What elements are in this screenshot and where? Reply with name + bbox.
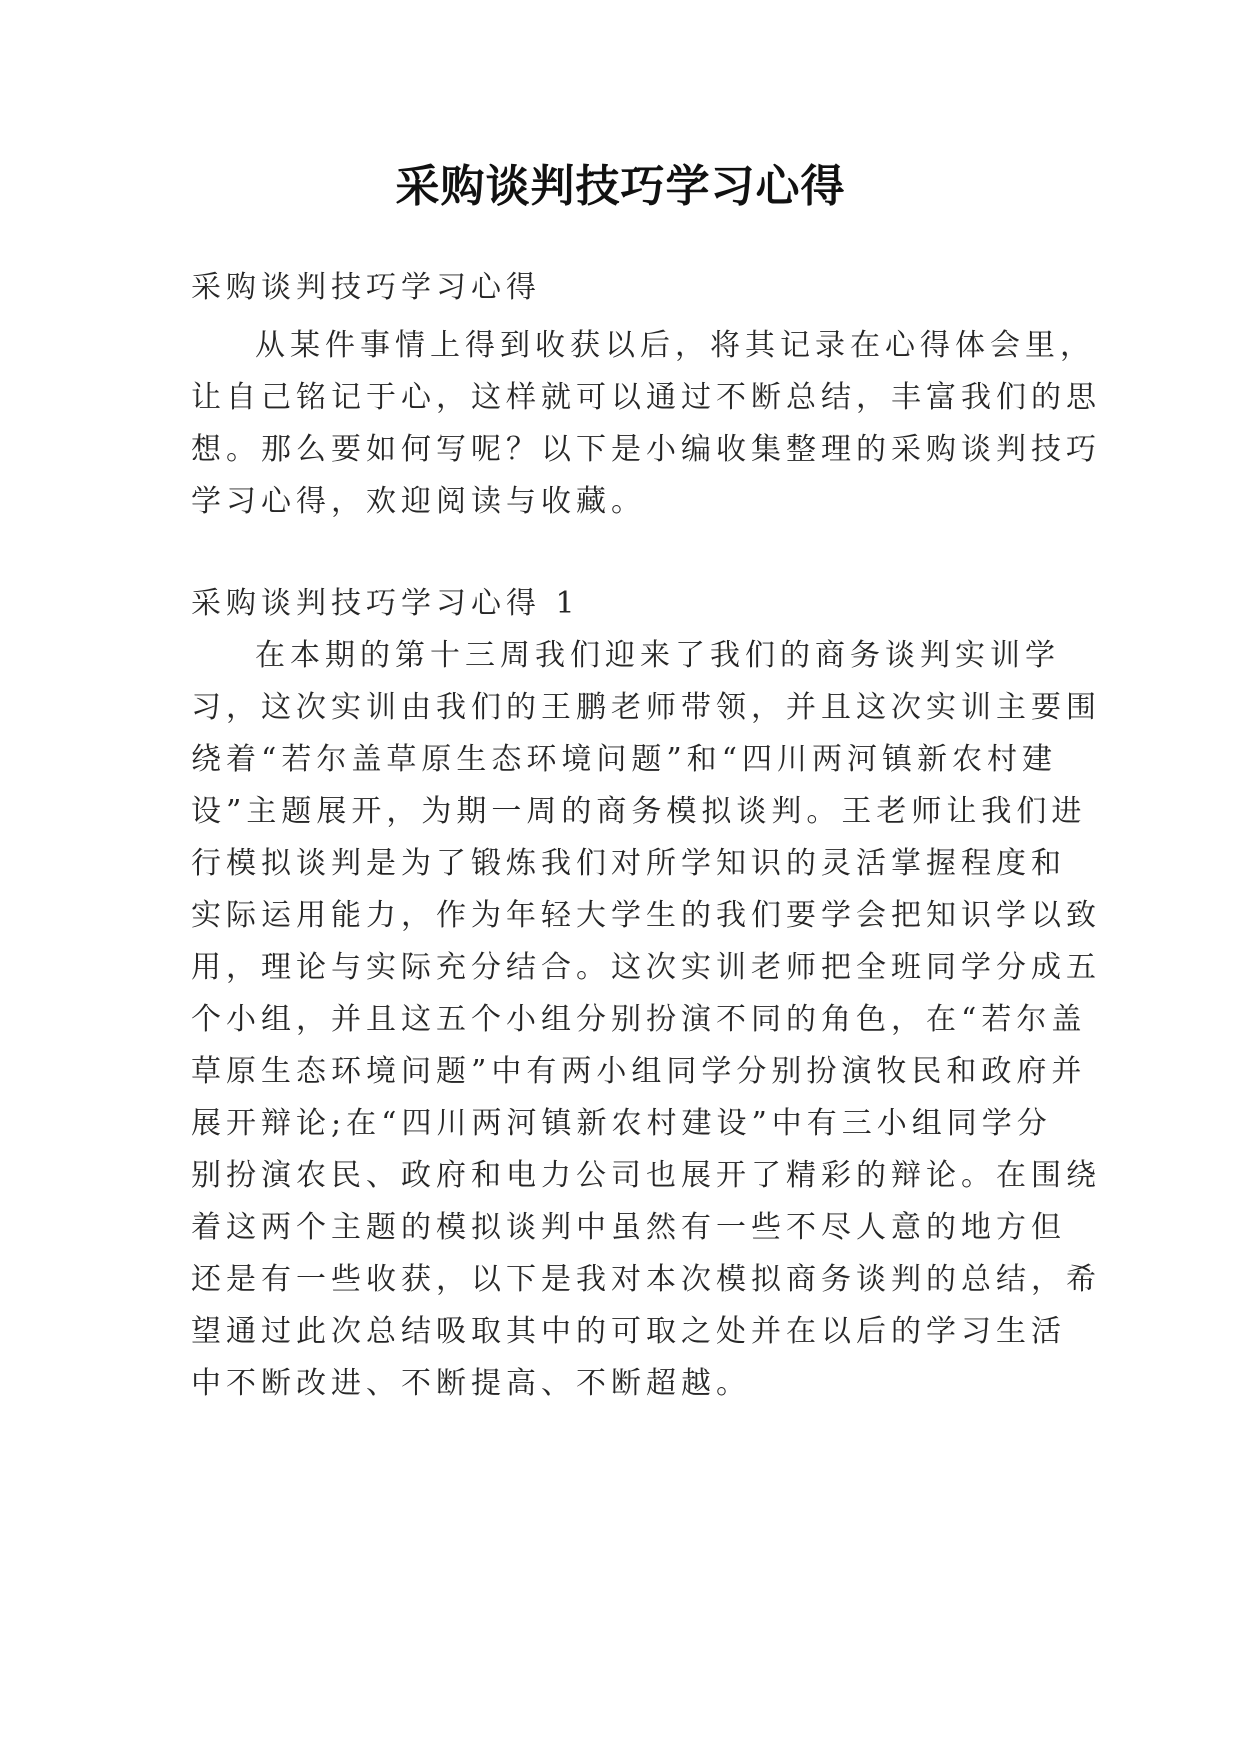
body-line: 还是有一些收获，以下是我对本次模拟商务谈判的总结，希 xyxy=(191,1262,1101,1297)
body-line: 习，这次实训由我们的王鹏老师带领，并且这次实训主要围 xyxy=(191,690,1101,725)
body-line: 用，理论与实际充分结合。这次实训老师把全班同学分成五 xyxy=(191,950,1101,985)
section-heading: 采购谈判技巧学习心得 1 xyxy=(191,586,580,621)
body-line: 展开辩论;在“四川两河镇新农村建设”中有三小组同学分 xyxy=(191,1106,1052,1141)
body-line: 望通过此次总结吸取其中的可取之处并在以后的学习生活 xyxy=(191,1314,1066,1349)
body-line: 实际运用能力，作为年轻大学生的我们要学会把知识学以致 xyxy=(191,898,1101,933)
body-line: 中不断改进、不断提高、不断超越。 xyxy=(191,1366,751,1401)
body-line: 别扮演农民、政府和电力公司也展开了精彩的辩论。在围绕 xyxy=(191,1158,1101,1193)
body-line: 行模拟谈判是为了锻炼我们对所学知识的灵活掌握程度和 xyxy=(191,846,1066,881)
body-line: 着这两个主题的模拟谈判中虽然有一些不尽人意的地方但 xyxy=(191,1210,1066,1245)
intro-line: 想。那么要如何写呢？以下是小编收集整理的采购谈判技巧 xyxy=(191,432,1101,467)
body-line: 个小组，并且这五个小组分别扮演不同的角色，在“若尔盖 xyxy=(191,1002,1087,1037)
body-line: 设”主题展开，为期一周的商务模拟谈判。王老师让我们进 xyxy=(191,794,1087,829)
intro-line: 从某件事情上得到收获以后，将其记录在心得体会里， xyxy=(255,328,1095,363)
body-line: 在本期的第十三周我们迎来了我们的商务谈判实训学 xyxy=(255,638,1060,673)
intro-line: 让自己铭记于心，这样就可以通过不断总结，丰富我们的思 xyxy=(191,380,1101,415)
section-heading: 采购谈判技巧学习心得 xyxy=(191,270,541,305)
body-line: 绕着“若尔盖草原生态环境问题”和“四川两河镇新农村建 xyxy=(191,742,1058,777)
body-line: 草原生态环境问题”中有两小组同学分别扮演牧民和政府并 xyxy=(191,1054,1087,1089)
document-title: 采购谈判技巧学习心得 xyxy=(395,161,846,212)
intro-line: 学习心得，欢迎阅读与收藏。 xyxy=(191,484,646,519)
